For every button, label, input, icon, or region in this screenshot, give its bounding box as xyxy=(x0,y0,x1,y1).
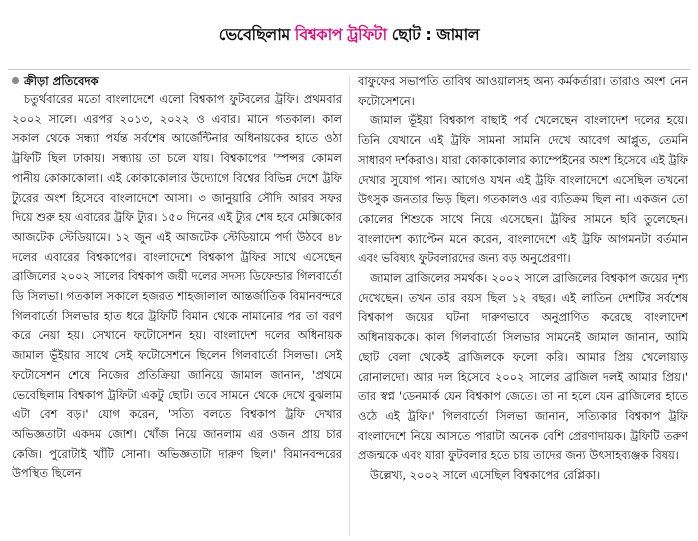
headline-highlight: বিশ্বকাপ ট্রফিটা xyxy=(294,25,387,44)
byline-text: ক্রীড়া প্রতিবেদক xyxy=(24,74,99,88)
headline-rule xyxy=(8,69,690,70)
right-paragraph-1: বাফুফের সভাপতি তাবিথ আওয়ালসহ অন্য কর্মকর্তারা। তারাও অংশ নেন ফটোসেশনে। xyxy=(358,74,688,108)
left-paragraph: চতুর্থবারের মতো বাংলাদেশে এলো বিশ্বকাপ ফুটবলের ট্রফি। প্রথমবার ২০০২ সালে। এরপর ২০১৩, ২০২২ ও এবার। মানে গতকাল। কাল সকাল থেকে সন্ধ্যা পর্যন্ত সর্বশেষ আর্জেন্টিনার অধিনায়কের হাতে ওঠা ট্রফিটি ছিল ঢাকায়। সন্ধ্যায় তা চলে যায়। বিশ্বকাপের 'স্পন্সর কোমল পানীয় কোকাকোলা। এই কোকাকোলার উদ্যোগে বিশ্বের বিভিন্ন দেশে ট্রফি ট্যুরের অংশ হিসেবে বাংলাদেশে আসা। ৩ জানুয়ারি সৌদি আরব সফর দিয়ে শুরু হয় এবারের ট্রফি ট্যুর। ১৫০ দিনের এই ট্যুর শেষ হবে মেক্সিকোর আজটেক স্টেডিয়ামে। ১২ জুন এই আজটেক স্টেডিয়ামে পর্দা উঠবে ৪৮ দলের এবারের বিশ্বকাপের। বাংলাদেশে বিশ্বকাপ ট্রফির সাথে এসেছেন ব্রাজিলের ২০০২ সালের বিশ্বকাপ জয়ী দলের সদস্য ডিফেন্ডার গিলবার্তো ডি সিলভা। গতকাল সকালে হজরত শাহজালাল আন্তর্জাতিক বিমানবন্দরে গিলবার্তো সিলভার হাত ধরে ট্রফিটি বিমান থেকে নামানোর পর তা বরণ করে নেয়া হয়। সেখানে ফটোসেশন হয়। বাংলাদেশ দলের অধিনায়ক জামাল ভূঁইয়ার সাথে সেই ফটোসেশনে ছিলেন গিলবার্তো সিলভা। সেই ফটোসেশন শেষে নিজের প্রতিক্রিয়া জানিয়ে জামাল জানান, 'প্রথমে ভেবেছিলাম বিশ্বকাপ ট্রফিটা একটু ছোট। তবে সামনে থেকে দেখে বুঝলাম এটা বেশ বড়।' যোগ করেন, 'সত্যি বলতে বিশ্বকাপ ট্রফি দেখার অভিজ্ঞতাটা একদম জোশ। খোঁজ নিয়ে জানলাম এর ওজন প্রায় চার কেজি। পুরোটাই খাঁটি সোনা। অভিজ্ঞতাটা দারুণ ছিল।' বিমানবন্দরের উপস্থিত ছিলেন xyxy=(12,92,342,481)
byline xyxy=(12,72,342,90)
column-divider xyxy=(349,76,350,536)
right-paragraph-4: উল্লেখ্য, ২০০২ সালে এসেছিল বিশ্বকাপের রেপ্লিকা। xyxy=(370,468,601,483)
left-column xyxy=(12,72,342,536)
right-paragraph-2: জামাল ভূঁইয়া বিশ্বকাপ বাছাই পর্ব খেলেছেন বাংলাদেশ দলের হয়ে। তিনি যেখানে এই ট্রফি সামনা সামনি দেখে আবেগ আপ্লুত, তেমনি সাধারণ দর্শকরাও। যারা কোকাকোলার ক্যাম্পেইনের অংশ হিসেবে এই ট্রফি দেখার সুযোগ পান। আগেও যখন এই ট্রফি বাংলাদেশে এসেছিল তখনো উৎসুক জনতার ভিড় ছিল। গতকালও এর ব্যতিক্রম ছিল না। একজন তো কোলের শিশুকে সাথে নিয়ে এসেছেন। ট্রফির সামনে ছবি তুলেছেন। বাংলাদেশ ক্যাপ্টেন মনে করেন, বাংলাদেশে এই ট্রফি আগমনটা বর্তমান এবং ভবিষ্যৎ ফুটবলারদের জন্য বড় অনুপ্রেরণা। xyxy=(358,113,688,266)
bullet-dot-icon xyxy=(12,77,19,84)
headline xyxy=(0,4,698,66)
headline-part-a: ভেবেছিলাম xyxy=(218,25,295,44)
right-column xyxy=(358,72,688,536)
right-paragraph-3: জামাল ব্রাজিলের সমর্থক। ২০০২ সালে ব্রাজিলের বিশ্বকাপ জয়ের দৃশ্য দেখেছেন। তখন তার বয়স ছিল ১২ বছর। এই লাতিন দেশটির সর্বশেষ বিশ্বকাপ জয়ের ঘটনা দারুণভাবে অনুপ্রাণিত করেছে বাংলাদেশ অধিনায়ককে। কাল গিলবার্তো সিলভার সামনেই জামাল জানান, আমি ছোট বেলা থেকেই ব্রাজিলকে ফলো করি। আমার প্রিয় খেলোয়াড় রোনালদো। আর দল হিসেবে ২০০২ সালের ব্রাজিল দলই আমার প্রিয়।' তার স্বপ্ন 'ডেনমার্ক যেন বিশ্বকাপ জেতে। তা না হলে যেন ব্রাজিলের হাতে ওঠে এই ট্রফি।' গিলবার্তো সিলভা জানান, সত্যিকার বিশ্বকাপ ট্রফি বাংলাদেশে নিয়ে আসতে পারাটা অনেক বেশি প্রেরণাদায়ক। ট্রফিটি তরুণ প্রজন্মকে এবং যারা ফুটবলার হতে চায় তাদের জন্য উৎসাহব্যঞ্জক বিষয়। xyxy=(358,271,688,463)
headline-part-c: ছোট : জামাল xyxy=(386,25,480,44)
